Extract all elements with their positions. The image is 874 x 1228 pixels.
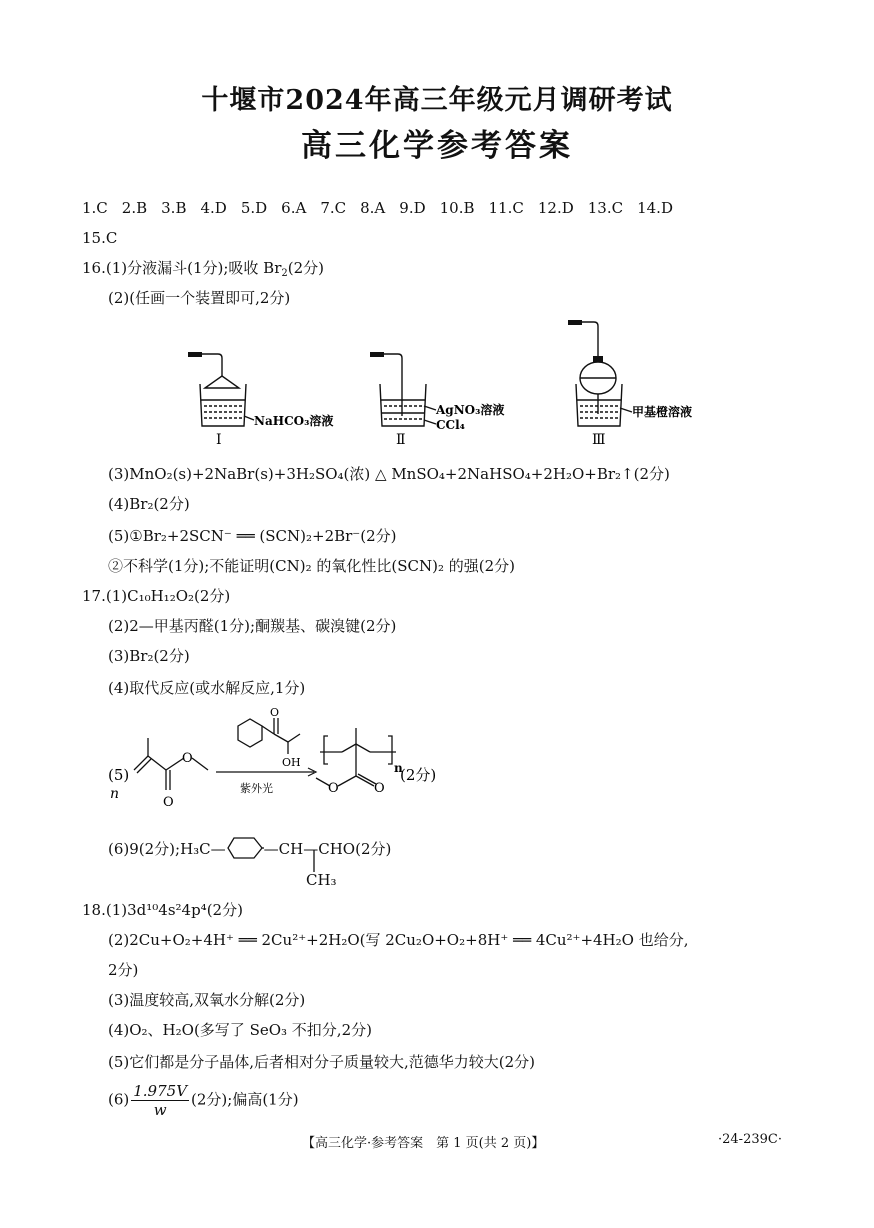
choice-answers-row1	[82, 198, 687, 218]
answer-item: 11.C	[488, 199, 524, 217]
polymer-ester-oxygen: O	[328, 781, 339, 796]
q16-part1: 16.(1)分液漏斗(1分);吸收 $Br_2(2$分)	[82, 259, 324, 279]
apparatus-1-numeral: Ⅰ	[216, 432, 222, 448]
q18-part1: 18.(1)3d¹⁰4s²4p⁴(2分)	[82, 901, 243, 919]
q17-part6-branch: CH₃	[306, 871, 337, 889]
answer-item: 8.A	[360, 199, 386, 217]
q16-part5-2: ②不科学(1分);不能证明(CN)₂ 的氧化性比(SCN)₂ 的强(2分)	[108, 557, 516, 575]
apparatus-3	[568, 320, 632, 426]
footer-page-info: 【高三化学·参考答案 第 1 页(共 2 页)】	[302, 1136, 545, 1151]
q16-part2: (2)(任画一个装置即可,2分)	[108, 289, 291, 307]
photoinitiator-hydroxyl: OH	[282, 756, 301, 769]
answer-item: 9.D	[399, 199, 426, 217]
answer-item: 6.A	[281, 199, 307, 217]
q17-part4: (4)取代反应(或水解反应,1分)	[108, 679, 306, 697]
answer-item: 1.C	[82, 199, 108, 217]
answer-item: 10.B	[439, 199, 475, 217]
monomer-carbonyl-oxygen: O	[163, 795, 174, 810]
q16-part4: (4)Br₂(2分)	[108, 495, 190, 513]
answer-item: 12.D	[537, 199, 574, 217]
polymer-carbonyl-oxygen: O	[374, 781, 385, 796]
apparatus-figure	[180, 316, 720, 456]
photoinitiator-structure	[238, 718, 300, 754]
polymer-n: n	[394, 761, 403, 775]
apparatus-2	[370, 352, 436, 426]
footer-code: ·24-239C·	[718, 1132, 782, 1147]
apparatus-1	[188, 352, 254, 426]
q18-part6-suffix: (2分);偏高(1分)	[191, 1090, 299, 1109]
q18-part2-tail: 2分)	[108, 961, 139, 979]
q17-part5-label: (5)	[108, 766, 130, 784]
apparatus-2-label-bottom: CCl₄	[436, 418, 465, 432]
q18-part3: (3)温度较高,双氧水分解(2分)	[108, 991, 306, 1009]
q18-part5: (5)它们都是分子晶体,后者相对分子质量较大,范德华力较大(2分)	[108, 1053, 536, 1071]
q16-part5: (5)①Br₂+2SCN⁻ ══ (SCN)₂+2Br⁻(2分)	[108, 527, 397, 545]
q18-part6	[108, 1082, 299, 1119]
answer-item: 4.D	[200, 199, 227, 217]
q16-part3: (3)MnO₂(s)+2NaBr(s)+3H₂SO₄(浓) △ MnSO₄+2NaHSO₄+2H₂O+Br₂↑(2分)	[108, 465, 670, 483]
reaction-condition: 紫外光	[240, 782, 273, 795]
q16-a1: (1)分液漏斗(1分);吸收 Br	[105, 259, 282, 277]
q16-number: 16.	[82, 259, 106, 277]
q18-part6-prefix: (6)	[108, 1090, 130, 1109]
q18-part2: (2)2Cu+O₂+4H⁺ ══ 2Cu²⁺+2H₂O(写 2Cu₂O+O₂+8H⁺ ══ 4Cu²⁺+4H₂O 也给分,	[108, 931, 689, 949]
q17-part6-suffix: —CH—CHO(2分)	[263, 840, 392, 858]
fraction-numerator: 1.975V	[133, 1082, 188, 1100]
apparatus-2-numeral: Ⅱ	[396, 432, 406, 448]
answer-item: 7.C	[320, 199, 347, 217]
photoinitiator-oxygen: O	[270, 706, 280, 719]
polymerization-scheme	[104, 706, 444, 818]
apparatus-3-numeral: Ⅲ	[592, 432, 606, 448]
monomer-ester-oxygen: O	[182, 751, 193, 766]
q17-part1: 17.(1)C₁₀H₁₂O₂(2分)	[82, 587, 231, 605]
benzene-ring-icon	[226, 834, 264, 862]
page-subtitle: 高三化学参考答案	[301, 128, 573, 164]
q17-part6-prefix: (6)9(2分);H₃C—	[108, 840, 226, 858]
apparatus-3-label: 甲基橙溶液	[632, 405, 693, 419]
fraction	[131, 1082, 189, 1119]
fraction-denominator: w	[153, 1101, 167, 1119]
q18-part4: (4)O₂、H₂O(多写了 SeO₃ 不扣分,2分)	[108, 1021, 372, 1039]
answer-item: 2.B	[121, 199, 148, 217]
answer-item: 3.B	[161, 199, 187, 217]
page-title: 十堰市2024年高三年级元月调研考试	[201, 85, 673, 116]
monomer-structure	[134, 738, 208, 790]
apparatus-2-label-top: AgNO₃溶液	[436, 403, 505, 417]
q17-part5-score: (2分)	[400, 766, 437, 784]
q17-part6	[108, 834, 391, 862]
choice-answers-row2: 15.C	[82, 229, 118, 247]
monomer-n: n	[110, 786, 120, 802]
apparatus-1-label: NaHCO₃溶液	[254, 414, 334, 428]
answer-item: 5.D	[240, 199, 268, 217]
answer-item: 14.D	[637, 199, 673, 217]
q16-a1-tail: (2分)	[287, 259, 324, 277]
answer-item: 13.C	[587, 199, 624, 217]
q17-part3: (3)Br₂(2分)	[108, 647, 190, 665]
q17-part2: (2)2—甲基丙醛(1分);酮羰基、碳溴键(2分)	[108, 617, 397, 635]
polymer-structure	[316, 728, 396, 786]
